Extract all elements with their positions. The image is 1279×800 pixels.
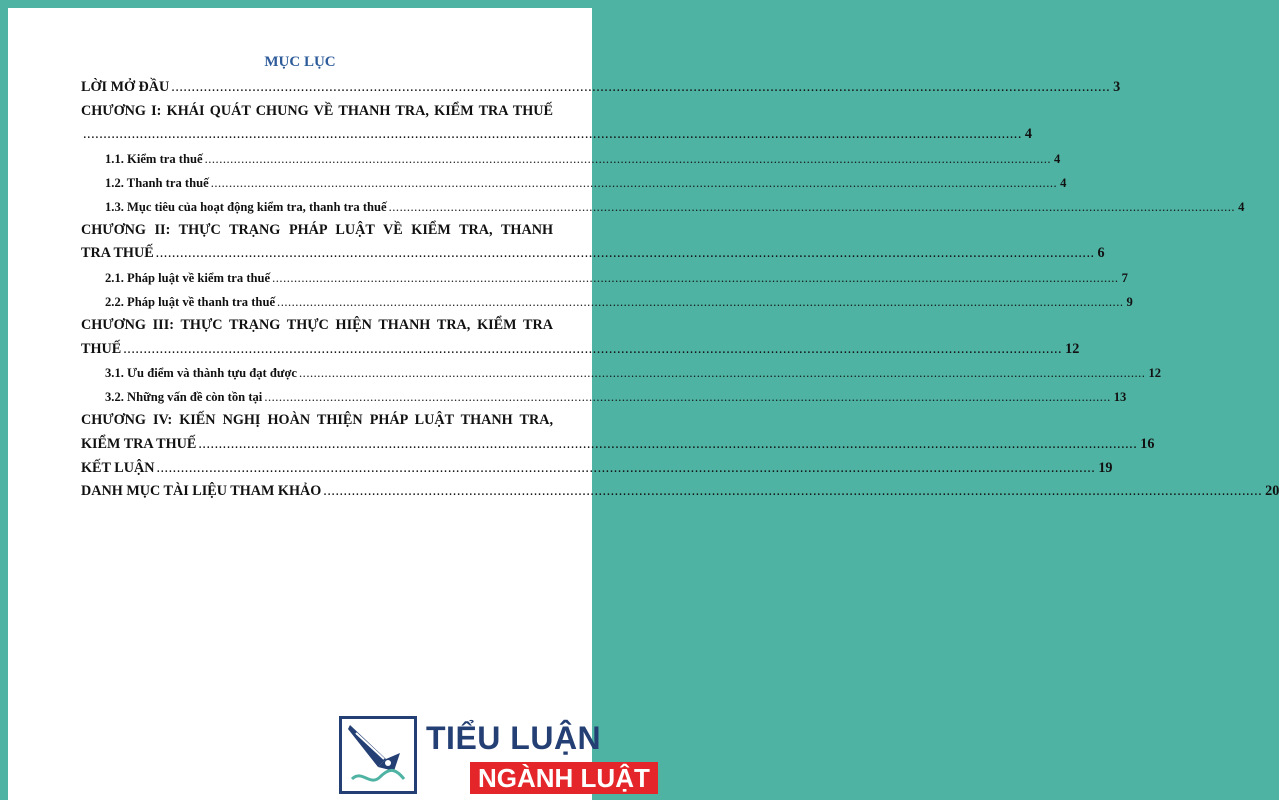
toc-page-number: 4: [1024, 126, 1032, 143]
toc-page-number: 19: [1098, 459, 1113, 476]
leader-dots: [277, 295, 1123, 310]
toc-page-number: 12: [1065, 340, 1080, 357]
toc-entry-chapter-4: [81, 407, 1155, 455]
leader-dots: [211, 176, 1057, 191]
toc-page-number: 16: [1140, 435, 1155, 452]
toc-page-number: 7: [1121, 271, 1128, 286]
toc-entry-text: CHƯƠNG III: THỰC TRẠNG THỰC HIỆN THANH TRA, KIỂM TRA: [81, 316, 553, 333]
leader-dots: [123, 341, 1062, 358]
brand-logo: [339, 716, 650, 798]
toc-entry-text: 2.1. Pháp luật về kiểm tra thuế: [105, 271, 271, 286]
toc-entry-text: CHƯƠNG II: THỰC TRẠNG PHÁP LUẬT VỀ KIỂM TRA, THANH: [81, 221, 553, 238]
leader-dots: [323, 483, 1262, 500]
toc-page-number: 9: [1126, 294, 1133, 309]
toc-entry-3-1: [81, 360, 1162, 384]
toc-page-number: 12: [1148, 366, 1162, 381]
toc-entry-2-2: [81, 288, 1133, 312]
toc-entry-1-3: [81, 193, 1245, 217]
toc-entry-chapter-3: [81, 312, 1080, 360]
toc-entry-1-1: [81, 145, 1061, 169]
toc-page-number: 4: [1054, 152, 1061, 167]
table-of-contents: [81, 74, 1279, 502]
pen-nib-icon: [339, 716, 417, 794]
toc-entry-text-cont: TRA THUẾ: [81, 245, 154, 262]
toc-entry-2-1: [81, 264, 1128, 288]
logo-text-top: TIỂU LUẬN: [426, 720, 602, 756]
leader-dots: [198, 436, 1137, 453]
toc-entry-intro: [81, 74, 1121, 98]
toc-page-number: 4: [1060, 175, 1067, 190]
leader-dots: [299, 366, 1145, 381]
leader-dots: [389, 200, 1235, 215]
toc-entry-text-cont: KIỂM TRA THUẾ: [81, 435, 197, 452]
toc-entry-text: DANH MỤC TÀI LIỆU THAM KHẢO: [81, 483, 322, 500]
toc-entry-1-2: [81, 169, 1067, 193]
toc-entry-text: 2.2. Pháp luật về thanh tra thuế: [105, 294, 276, 309]
document-page: [8, 8, 1279, 800]
toc-entry-text: 1.3. Mục tiêu của hoạt động kiểm tra, thanh tra thuế: [105, 199, 387, 214]
toc-page-number: 13: [1113, 390, 1127, 405]
toc-entry-text: 1.2. Thanh tra thuế: [105, 175, 209, 190]
toc-page-number: 3: [1113, 78, 1121, 95]
leader-dots: [83, 126, 1022, 143]
leader-dots: [264, 390, 1110, 405]
toc-page-number: 6: [1097, 245, 1105, 262]
toc-entry-text: CHƯƠNG IV: KIẾN NGHỊ HOÀN THIỆN PHÁP LUẬT THANH TRA,: [81, 412, 553, 429]
toc-entry-text: 1.1. Kiểm tra thuế: [105, 152, 203, 167]
toc-entry-references: [81, 479, 1279, 503]
toc-page-number: 20: [1265, 483, 1279, 500]
leader-dots: [171, 79, 1110, 96]
toc-entry-text-cont: THUẾ: [81, 340, 122, 357]
leader-dots: [156, 245, 1095, 262]
leader-dots: [272, 271, 1118, 286]
toc-entry-3-2: [81, 383, 1127, 407]
logo-text-bottom: NGÀNH LUẬT: [470, 762, 658, 794]
toc-entry-chapter-1: [81, 98, 1032, 146]
toc-entry-text: 3.1. Ưu điểm và thành tựu đạt được: [105, 366, 298, 381]
toc-title: MỤC LỤC: [264, 54, 336, 70]
leader-dots: [205, 152, 1051, 167]
toc-entry-chapter-2: [81, 217, 1105, 265]
toc-entry-text: 3.2. Những vấn đề còn tồn tại: [105, 390, 263, 405]
toc-entry-conclusion: [81, 455, 1113, 479]
leader-dots: [156, 460, 1095, 477]
toc-page-number: 4: [1238, 199, 1245, 214]
toc-entry-text: CHƯƠNG I: KHÁI QUÁT CHUNG VỀ THANH TRA, KIỂM TRA THUẾ: [81, 102, 553, 119]
toc-entry-text: KẾT LUẬN: [81, 459, 155, 476]
toc-entry-text: LỜI MỞ ĐẦU: [81, 78, 170, 95]
